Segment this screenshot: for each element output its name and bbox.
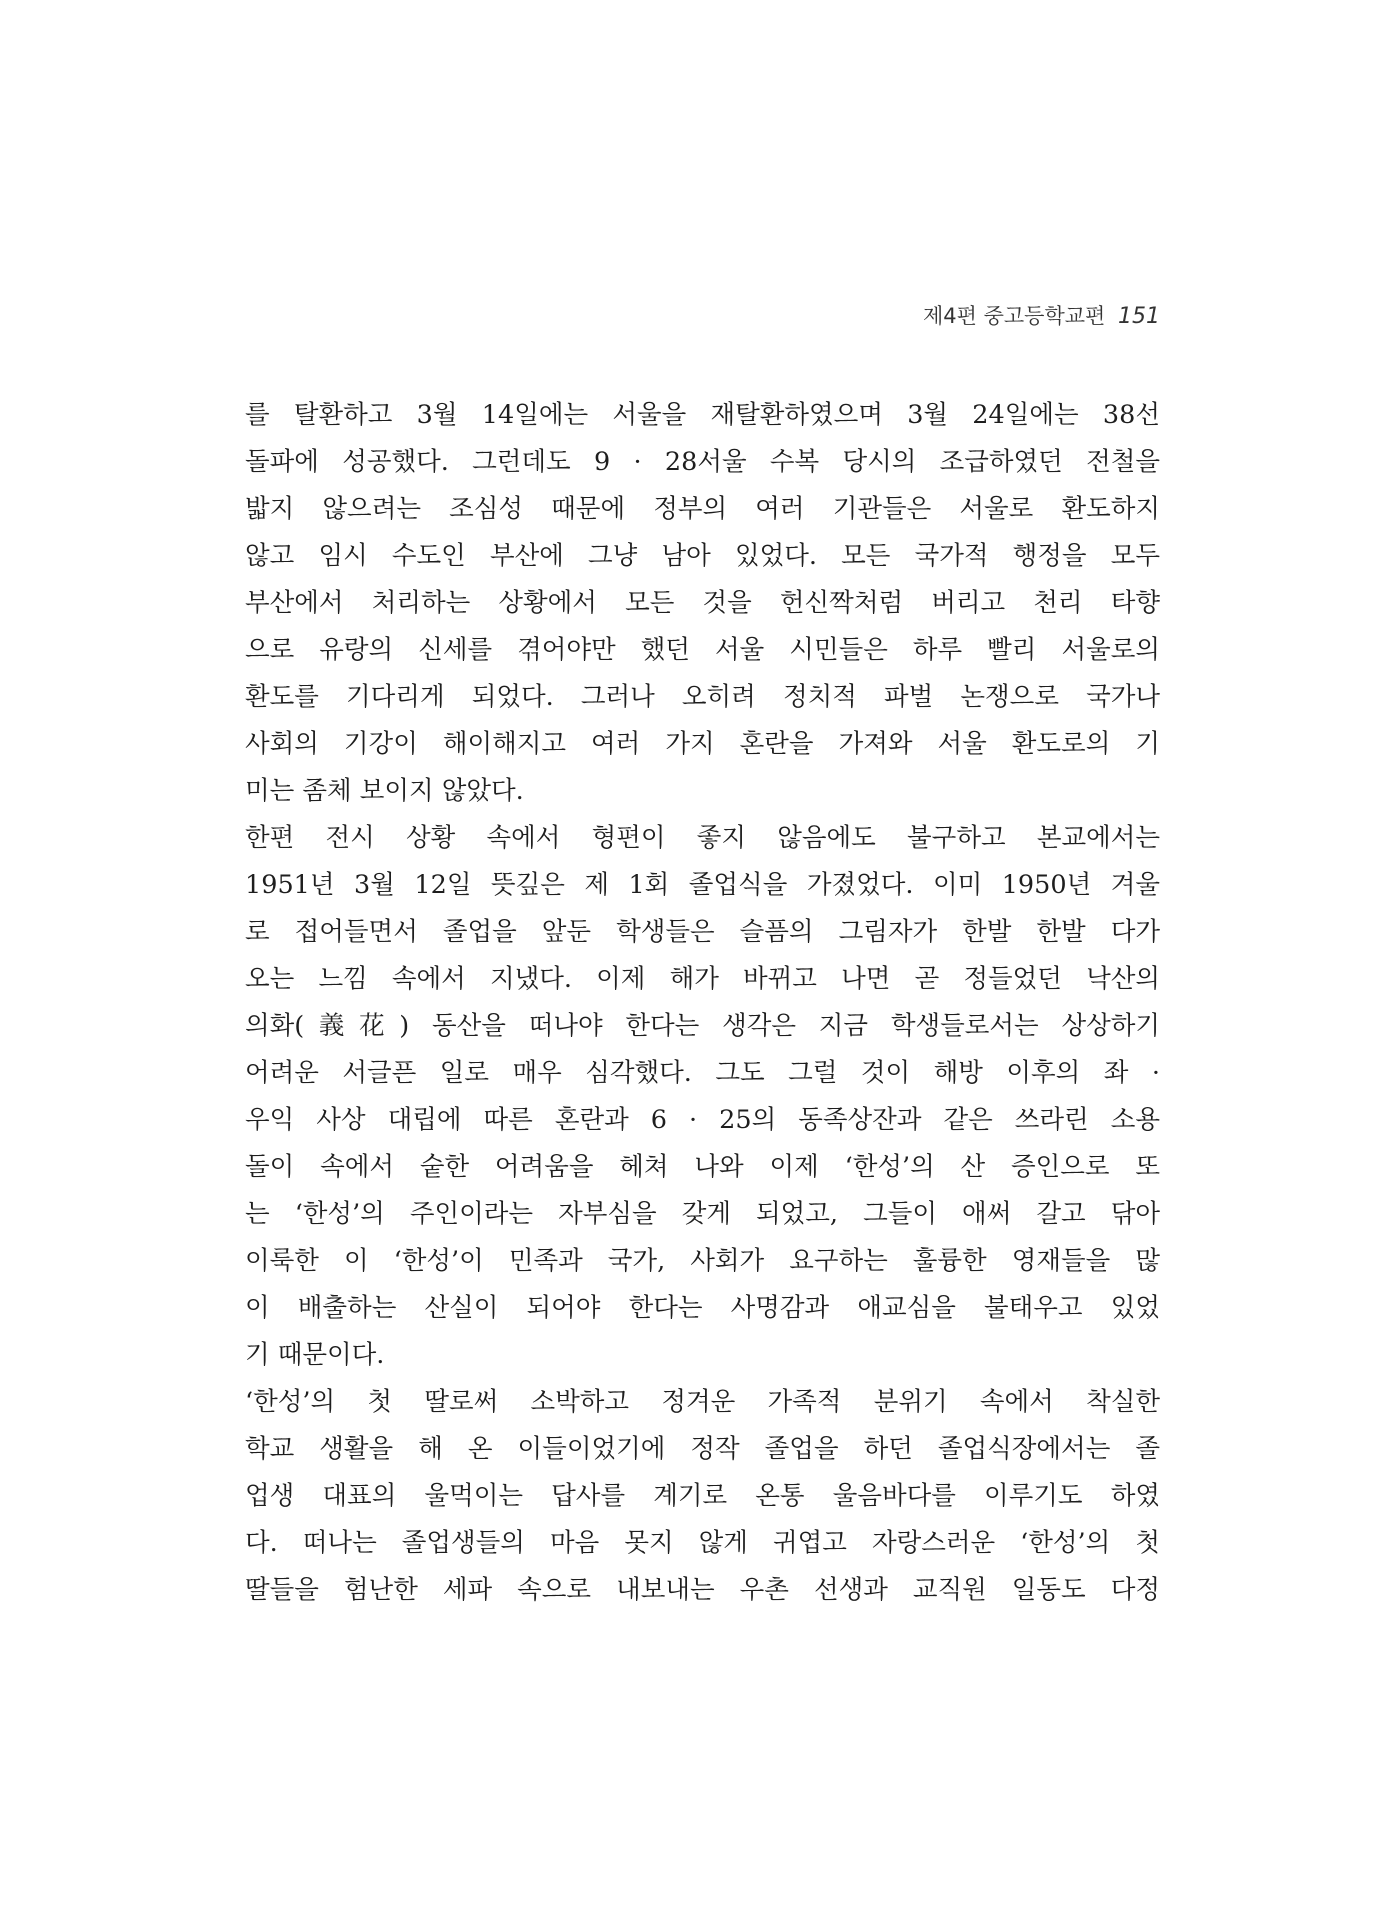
text-line: 사회의 기강이 해이해지고 여러 가지 혼란을 가져와 서울 환도로의 기: [245, 729, 1160, 759]
text-line: 돌이 속에서 숱한 어려움을 헤쳐 나와 이제 ‘한성’의 산 증인으로 또: [245, 1152, 1160, 1182]
text-line: 기 때문이다.: [245, 1340, 385, 1370]
text-line: 로 접어들면서 졸업을 앞둔 학생들은 슬픔의 그림자가 한발 한발 다가: [245, 917, 1160, 947]
text-line: 으로 유랑의 신세를 겪어야만 했던 서울 시민들은 하루 빨리 서울로의: [245, 635, 1160, 665]
text-line: 밟지 않으려는 조심성 때문에 정부의 여러 기관들은 서울로 환도하지: [245, 494, 1160, 524]
text-line: 오는 느낌 속에서 지냈다. 이제 해가 바뀌고 나면 곧 정들었던 낙산의: [245, 964, 1160, 994]
text-line: 않고 임시 수도인 부산에 그냥 남아 있었다. 모든 국가적 행정을 모두: [245, 541, 1160, 571]
paragraph: [245, 1379, 1160, 1614]
text-line: 미는 좀체 보이지 않았다.: [245, 776, 524, 806]
text-line: ‘한성’의 첫 딸로써 소박하고 정겨운 가족적 분위기 속에서 착실한: [245, 1387, 1160, 1417]
text-line: 는 ‘한성’의 주인이라는 자부심을 갖게 되었고, 그들이 애써 갈고 닦아: [245, 1199, 1160, 1229]
paragraph: [245, 815, 1160, 1379]
page-number: 151: [1118, 304, 1160, 329]
text-line: 환도를 기다리게 되었다. 그러나 오히려 정치적 파벌 논쟁으로 국가나: [245, 682, 1160, 712]
text-line: 돌파에 성공했다. 그런데도 9 · 28서울 수복 당시의 조급하였던 전철을: [245, 447, 1160, 477]
text-line: 를 탈환하고 3월 14일에는 서울을 재탈환하였으며 3월 24일에는 38선: [245, 400, 1160, 430]
body-text: [245, 392, 1160, 1614]
text-line: 딸들을 험난한 세파 속으로 내보내는 우촌 선생과 교직원 일동도 다정: [245, 1575, 1160, 1605]
running-header: [600, 300, 1160, 330]
text-line: 한편 전시 상황 속에서 형편이 좋지 않음에도 불구하고 본교에서는: [245, 823, 1160, 853]
text-line: 어려운 서글픈 일로 매우 심각했다. 그도 그럴 것이 해방 이후의 좌 ·: [245, 1058, 1160, 1088]
text-line: 1951년 3월 12일 뜻깊은 제 1회 졸업식을 가졌었다. 이미 1950년 겨울: [245, 870, 1160, 900]
text-line: 다. 떠나는 졸업생들의 마음 못지 않게 귀엽고 자랑스러운 ‘한성’의 첫: [245, 1528, 1160, 1558]
text-line: 학교 생활을 해 온 이들이었기에 정작 졸업을 하던 졸업식장에서는 졸: [245, 1434, 1160, 1464]
text-line: 우익 사상 대립에 따른 혼란과 6 · 25의 동족상잔과 같은 쓰라린 소용: [245, 1105, 1160, 1135]
paragraph: [245, 392, 1160, 815]
text-line: 업생 대표의 울먹이는 답사를 계기로 온통 울음바다를 이루기도 하였: [245, 1481, 1160, 1511]
text-line: 이룩한 이 ‘한성’이 민족과 국가, 사회가 요구하는 훌륭한 영재들을 많: [245, 1246, 1160, 1276]
text-line: 이 배출하는 산실이 되어야 한다는 사명감과 애교심을 불태우고 있었: [245, 1293, 1160, 1323]
text-line: 부산에서 처리하는 상황에서 모든 것을 헌신짝처럼 버리고 천리 타향: [245, 588, 1160, 618]
section-title: 제4편 중고등학교편: [922, 304, 1106, 328]
text-line: 의화(義花) 동산을 떠나야 한다는 생각은 지금 학생들로서는 상상하기: [245, 1011, 1160, 1041]
